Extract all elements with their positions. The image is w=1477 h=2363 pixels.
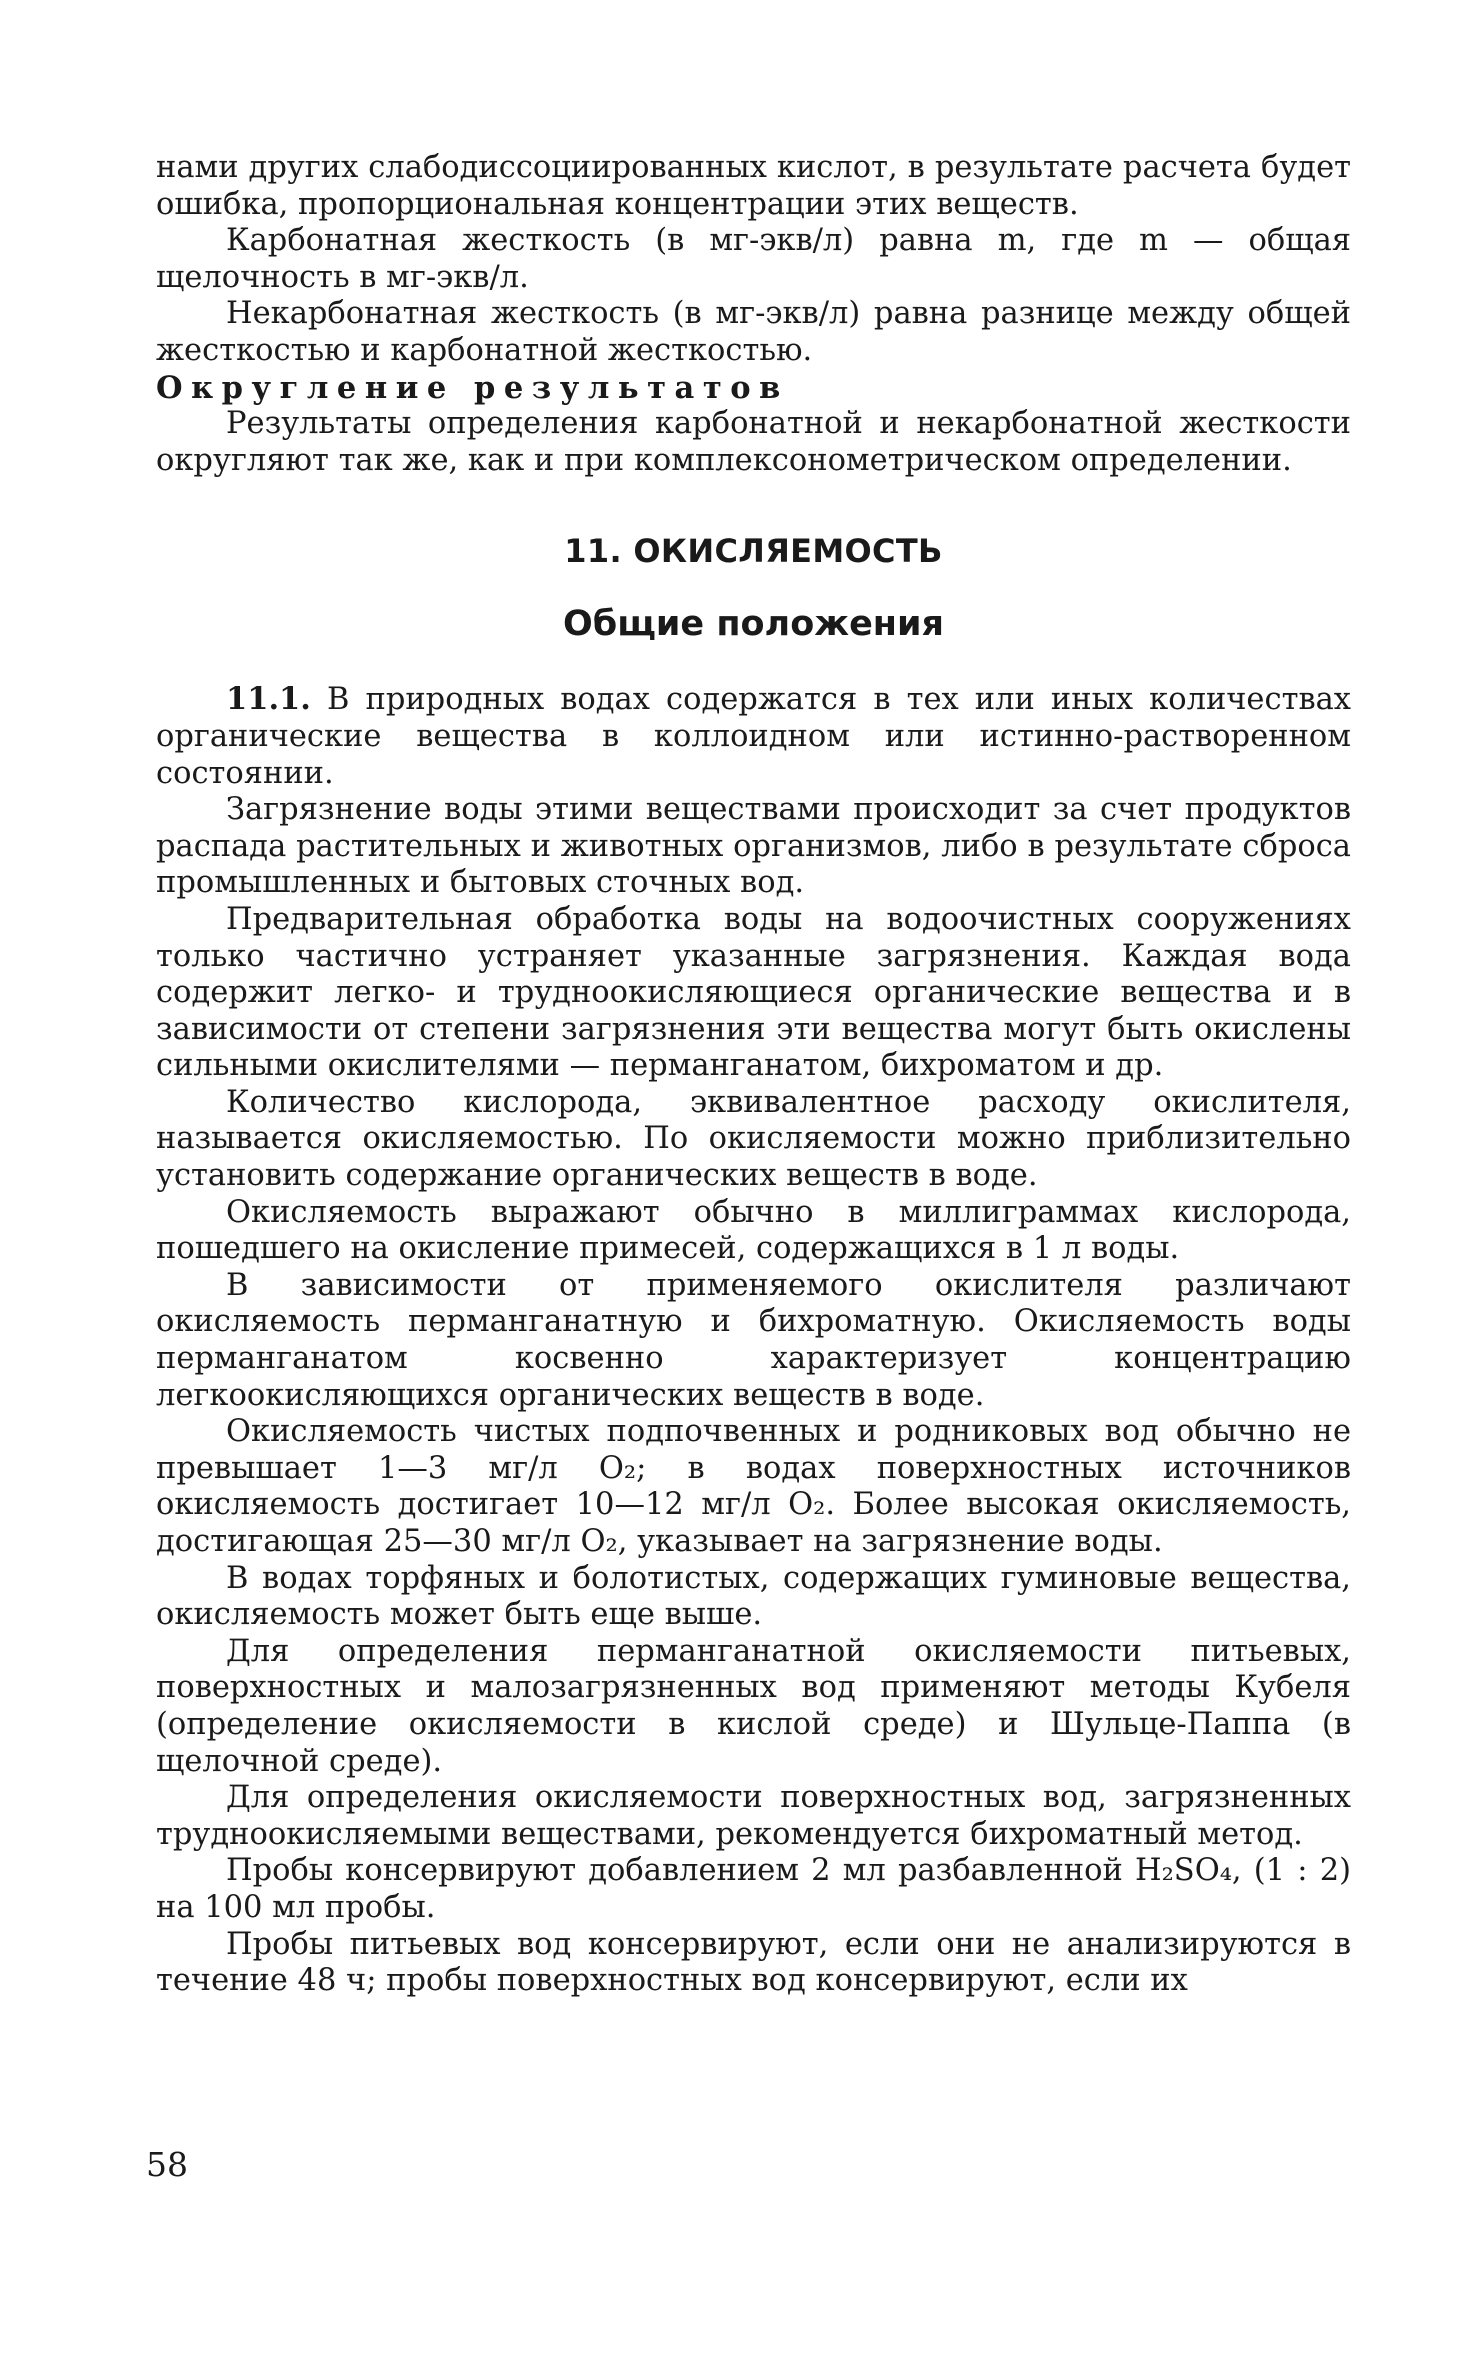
subsection-title: Общие положения	[563, 604, 944, 645]
paragraph-carbonate-hardness: Карбонатная жесткость (в мг-экв/л) равна m, где m — общая щелочность в мг-экв/л.	[156, 223, 1351, 295]
page-body	[156, 150, 1351, 2000]
paragraph-body: Для определения перманганатной окисляемости питьевых, поверхностных и малозагрязненных вод применяют методы Кубеля (определение окисляемости в кислой среде) и Шульце-Паппа (в щелочной среде).	[156, 1633, 1351, 1779]
paragraph-11-1-text: В природных водах содержатся в тех или иных количествах органические вещества в коллоидном или истинно-растворенном состоянии.	[156, 682, 1351, 791]
paragraph-body: Пробы консервируют добавлением 2 мл разбавленной H₂SO₄, (1 : 2) на 100 мл пробы.	[156, 1853, 1351, 1925]
paragraph-body: Предварительная обработка воды на водоочистных сооружениях только частично устраняет указанные загрязнения. Каждая вода содержит легко- и трудноокисляющиеся органические вещества и в зависимости от степени загрязнения эти вещества могут быть окислены сильными окислителями — перманганатом, бихроматом и др.	[156, 901, 1351, 1084]
paragraph-body: Количество кислорода, эквивалентное расходу окислителя, называется окисляемостью. По окисляемости можно приблизительно установить содержание органических веществ в воде.	[156, 1084, 1351, 1194]
section-title: 11. ОКИСЛЯЕМОСТЬ	[564, 532, 943, 571]
paragraph-11-1	[156, 681, 1351, 792]
paragraph-body: В зависимости от применяемого окислителя различают окисляемость перманганатную и бихроматную. Окисляемость воды перманганатом косвенно характеризует концентрацию легкоокисляющихся органических веществ в воде.	[156, 1267, 1351, 1413]
paragraph-body: Пробы питьевых вод консервируют, если они не анализируются в течение 48 ч; пробы поверхностных вод консервируют, если их	[156, 1926, 1351, 1999]
paragraph-body: Для определения окисляемости поверхностных вод, загрязненных трудноокисляемыми веществами, рекомендуется бихроматный метод.	[156, 1780, 1351, 1852]
rounding-heading: Округление результатов	[156, 369, 789, 406]
paragraph-noncarbonate-hardness: Некарбонатная жесткость (в мг-экв/л) равна разнице между общей жесткостью и карбонатной жесткостью.	[156, 296, 1351, 368]
paragraph-body: Окисляемость чистых подпочвенных и родниковых вод обычно не превышает 1—3 мг/л O₂; в водах поверхностных источников окисляемость достигает 10—12 мг/л O₂. Более высокая окисляемость, достигающая 25—30 мг/л O₂, указывает на загрязнение воды.	[156, 1414, 1351, 1559]
paragraph-body: В водах торфяных и болотистых, содержащих гуминовые вещества, окисляемость может быть еще выше.	[156, 1560, 1351, 1633]
paragraph-intro: нами других слабодиссоциированных кислот, в результате расчета будет ошибка, пропорциональная концентрации этих веществ.	[156, 150, 1351, 222]
paragraph-rounding: Результаты определения карбонатной и некарбонатной жесткости округляют так же, как и при комплексонометрическом определении.	[156, 406, 1351, 478]
paragraph-body: Загрязнение воды этими веществами происходит за счет продуктов распада растительных и животных организмов, либо в результате сброса промышленных и бытовых сточных вод.	[156, 792, 1351, 901]
page-number: 58	[146, 2145, 188, 2184]
paragraph-body: Окисляемость выражают обычно в миллиграммах кислорода, пошедшего на окисление примесей, содержащихся в 1 л воды.	[156, 1194, 1351, 1267]
paragraph-number: 11.1.	[226, 681, 311, 718]
